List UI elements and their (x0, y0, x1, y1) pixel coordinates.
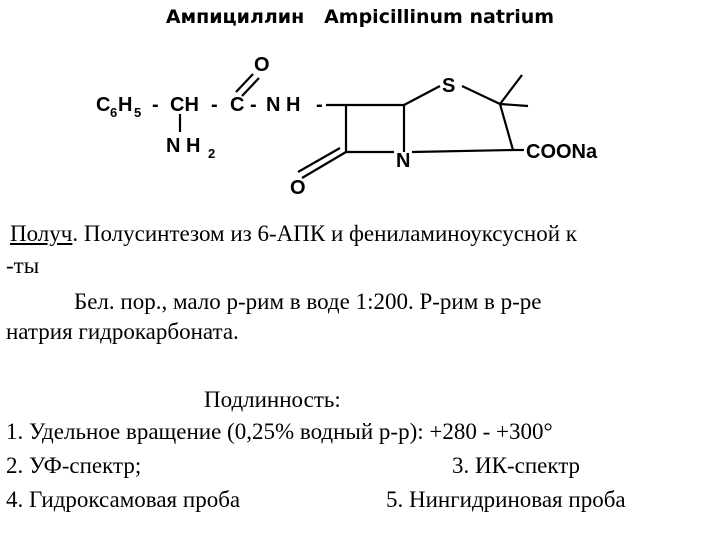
thiazolidine-n-bond (412, 150, 513, 152)
preparation-label: Получ (10, 221, 73, 246)
phenyl-h-subscript: 5 (134, 105, 142, 120)
title-latin: Ampicillinum natrium (324, 6, 555, 28)
authenticity-item-3: 3. ИК-спектр (452, 453, 581, 478)
properties-line-1: Бел. пор., мало р-рим в воде 1:200. Р-рим в р-ре (74, 289, 542, 314)
chain-dash-3: - (250, 94, 257, 116)
thiazolidine-s-bond-left (404, 86, 440, 105)
preparation-continuation: -ты (6, 253, 40, 278)
carbonyl-carbon: C (230, 94, 245, 116)
methyl-bond-up (500, 75, 522, 104)
phenyl-h: H (118, 94, 133, 116)
methyl-bond-right (500, 104, 528, 106)
phenyl-c: C (96, 94, 111, 116)
preparation-text: . Полусинтезом из 6-АПК и фениламиноуксусной к (72, 221, 577, 246)
preparation-line (10, 222, 577, 245)
amide-oxygen: O (254, 54, 270, 76)
ampicillin-structure (0, 0, 720, 205)
phenyl-c-subscript: 6 (110, 105, 118, 120)
amino-subscript: 2 (208, 146, 216, 161)
properties-line-2: натрия гидрокарбоната. (6, 319, 239, 344)
amide-nh: N H (266, 94, 301, 116)
title-russian: Ампициллин (165, 6, 305, 28)
authenticity-item-4: 4. Гидроксамовая проба (6, 487, 241, 512)
carboxylate-group: COONa (526, 141, 598, 163)
lactam-oxygen: O (290, 177, 306, 199)
sulfur-atom: S (442, 75, 456, 97)
authenticity-title: Подлинность: (204, 387, 341, 412)
chain-dash-2: - (211, 94, 218, 116)
thiazolidine-c3-bond (500, 104, 513, 150)
co-double-bond-a (236, 74, 253, 92)
amino-nh: N H (166, 135, 201, 157)
thiazolidine-s-bond-right (462, 86, 500, 104)
chain-dash-4: - (316, 94, 323, 116)
authenticity-item-1: 1. Удельное вращение (0,25% водный р-р): +280 - +300° (6, 419, 553, 444)
authenticity-item-5: 5. Нингидриновая проба (386, 487, 626, 512)
nitrogen-atom: N (396, 150, 411, 172)
authenticity-item-2: 2. УФ-спектр; (6, 453, 142, 478)
ch-group: CH (170, 94, 199, 116)
chain-dash-1: - (152, 94, 159, 116)
